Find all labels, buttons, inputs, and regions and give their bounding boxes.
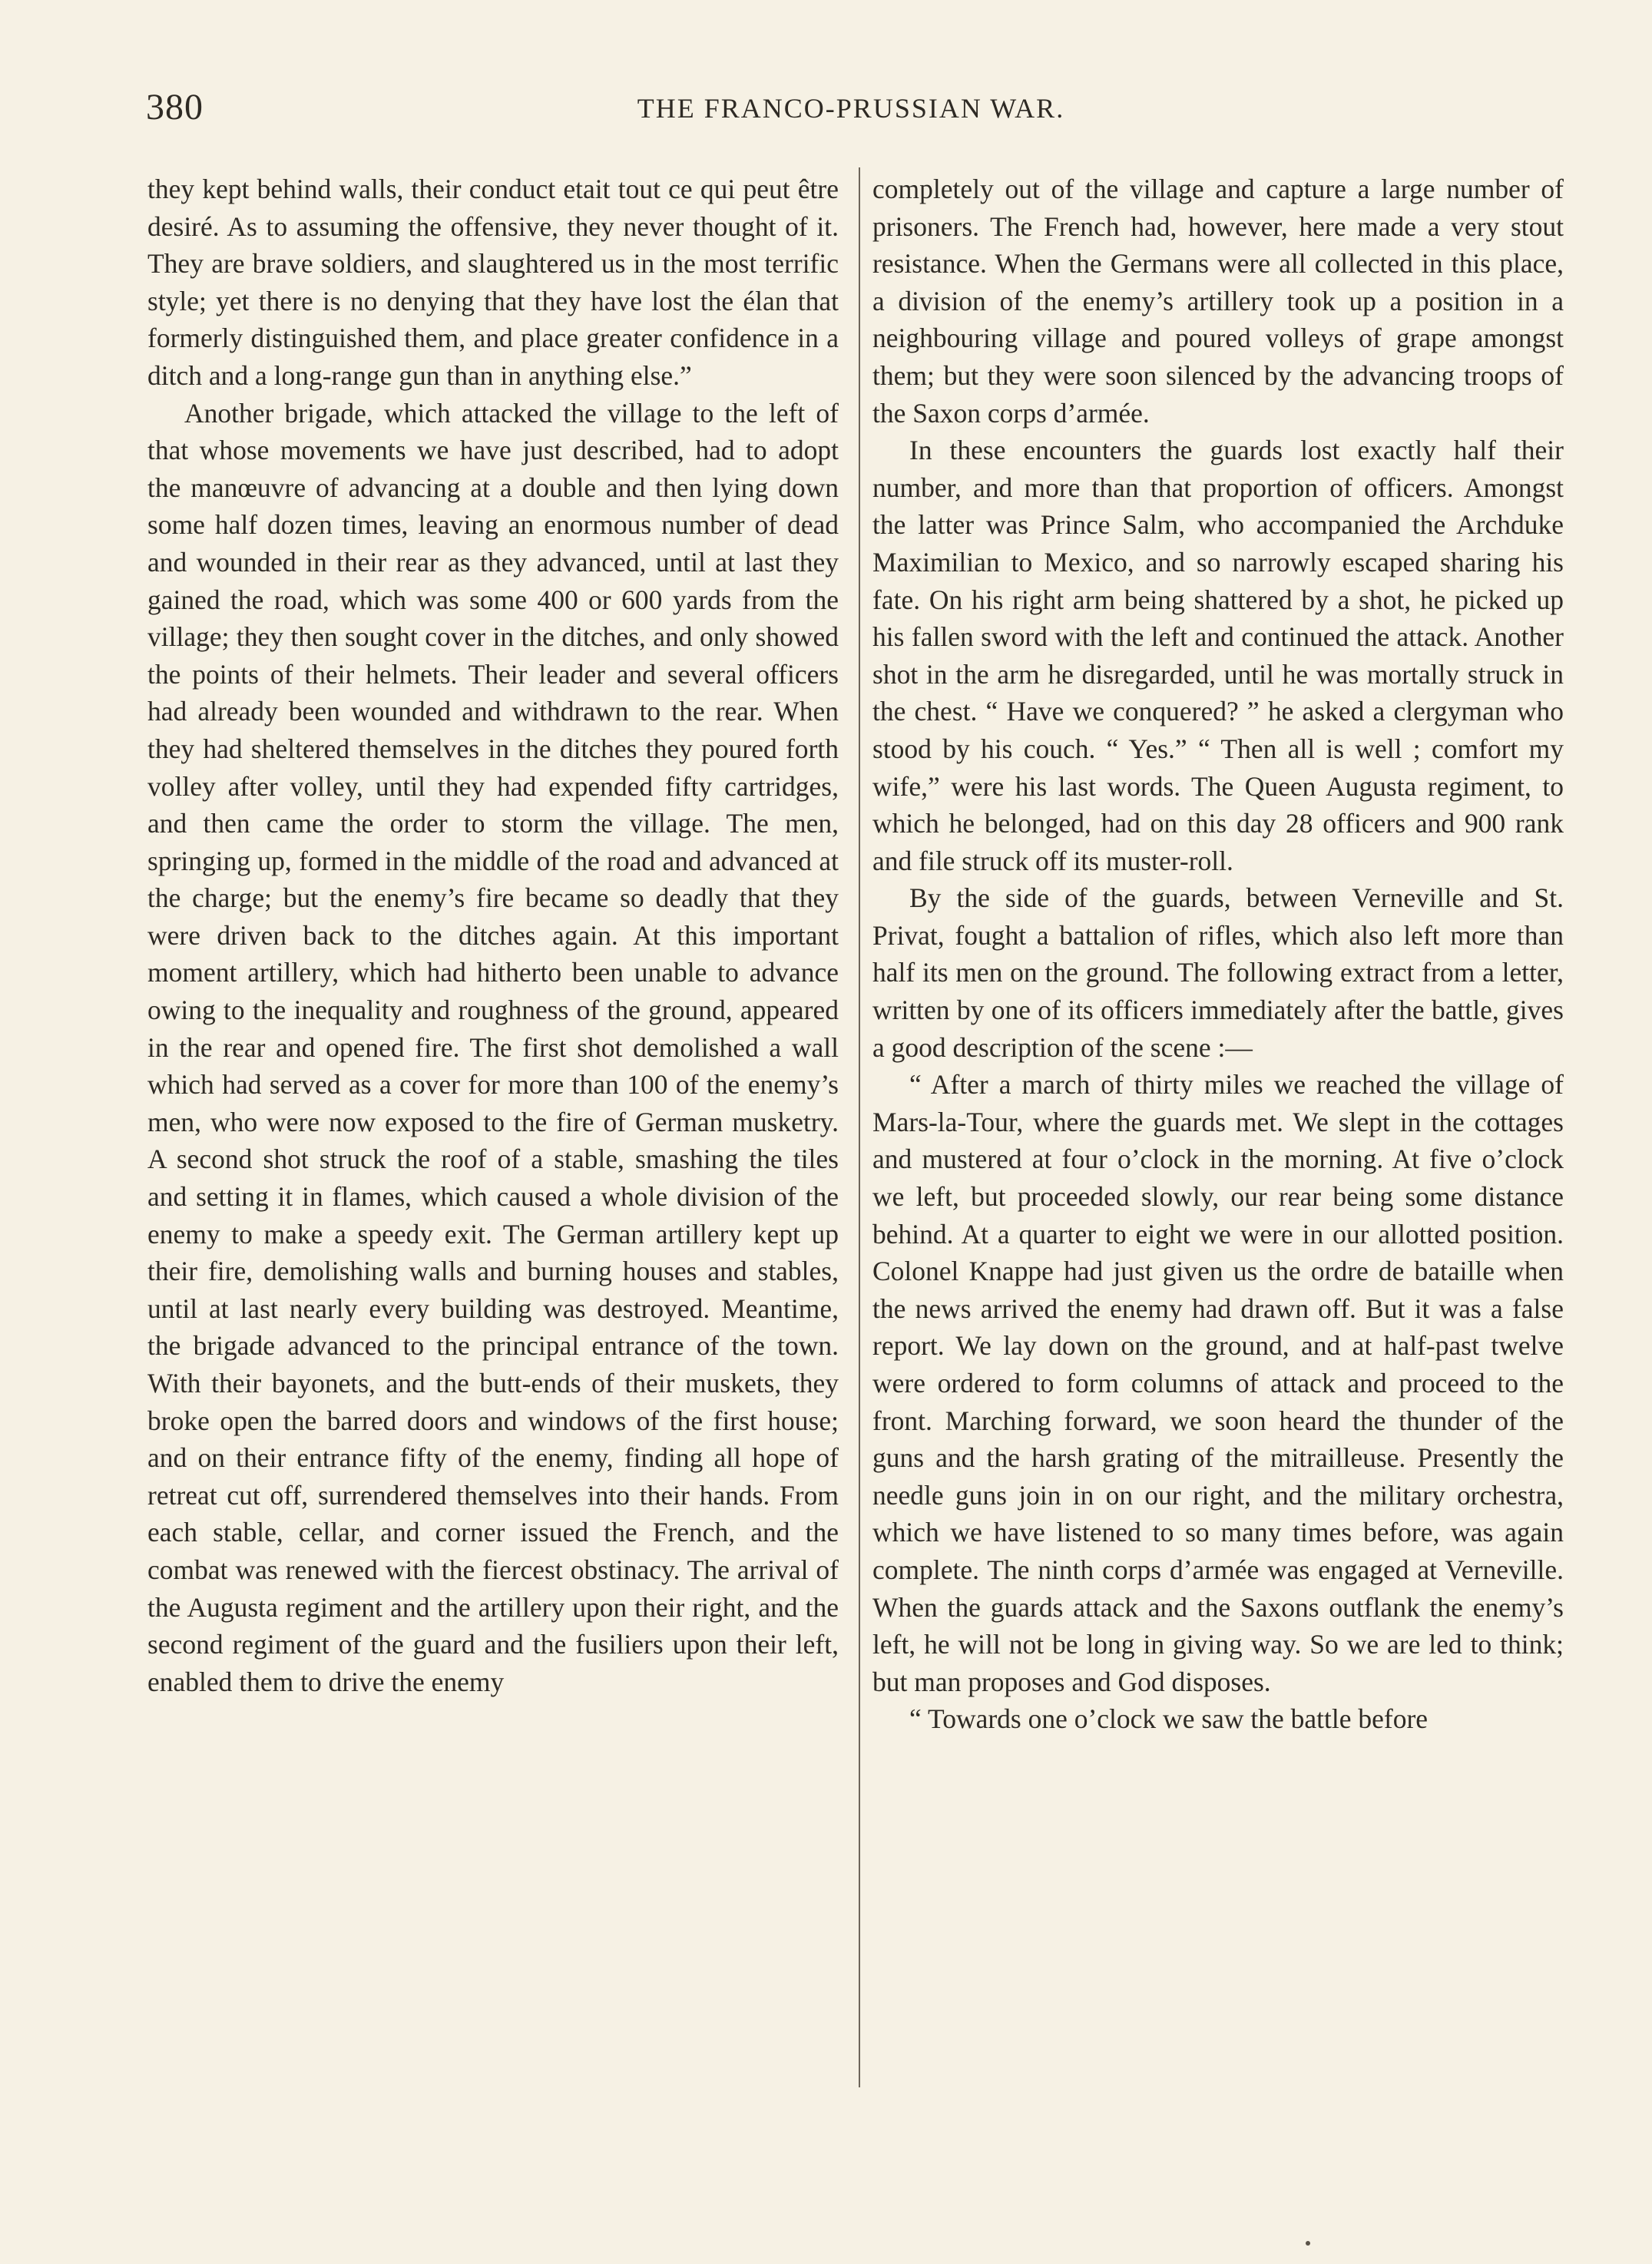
paragraph: By the side of the guards, between Verneville and St. Privat, fought a battalion of rifles, which also left more than half its men on the ground. The following extract from a letter, written by one of its officers immediately after the battle, gives a good description of the scene :— xyxy=(872,882,1564,1063)
print-mark xyxy=(1306,2241,1310,2246)
paragraph: In these encounters the guards lost exactly half their number, and more than that proportion of officers. Amongst the latter was Prince Salm, who accompanied the Archduke Maximilian to Mexico, and so narrowly escaped sharing his fate. On his right arm being shattered by a shot, he picked up his fallen sword with the left and continued the attack. Another shot in the arm he disregarded, until he was mortally struck in the chest. “ Have we conquered? ” he asked a clergyman who stood by his couch. “ Yes.” “ Then all is well ; comfort my wife,” were his last words. The Queen Augusta regiment, to which he belonged, had on this day 28 officers and 900 rank and file struck off its muster-roll. xyxy=(872,435,1564,876)
paragraph: they kept behind walls, their conduct etait tout ce qui peut être desiré. As to assuming the offensive, they never thought of it. They are brave soldiers, and slaughtered us in the most terrific style; yet there is no denying that they have lost the élan that formerly distinguished them, and place greater confidence in a ditch and a long-range gun than in anything else.” xyxy=(147,174,839,391)
right-column xyxy=(872,170,1564,1738)
page-header xyxy=(146,86,1556,140)
column-divider xyxy=(859,167,860,2087)
paragraph: “ Towards one o’clock we saw the battle before xyxy=(909,1703,1429,1735)
running-title: THE FRANCO-PRUSSIAN WAR. xyxy=(637,93,1065,124)
paragraph: completely out of the village and capture a large number of prisoners. The French had, however, here made a very stout resistance. When the Germans were all collected in this place, a division of the enemy’s artillery took up a position in a neighbouring village and poured volleys of grape amongst them; but they were soon silenced by the advancing troops of the Saxon corps d’armée. xyxy=(872,174,1564,429)
paragraph: Another brigade, which attacked the village to the left of that whose movements we have just described, had to adopt the manœuvre of advancing at a double and then lying down some half dozen times, leaving an enormous number of dead and wounded in their rear as they advanced, until at last they gained the road, which was some 400 or 600 yards from the village; they then sought cover in the ditches, and only showed the points of their helmets. Their leader and several officers had already been wounded and withdrawn to the rear. When they had sheltered themselves in the ditches they poured forth volley after volley, until they had expended fifty cartridges, and then came the order to storm the village. The men, springing up, formed in the middle of the road and advanced at the charge; but the enemy’s fire became so deadly that they were driven back to the ditches again. At this important moment artillery, which had hitherto been unable to advance owing to the inequality and roughness of the ground, appeared in the rear and opened fire. The first shot demolished a wall which had served as a cover for more than 100 of the enemy’s men, who were now exposed to the fire of German musketry. A second shot struck the roof of a stable, smashing the tiles and setting it in flames, which caused a whole division of the enemy to make a speedy exit. The German artillery kept up their fire, demolishing walls and burning houses and stables, until at last nearly every building was destroyed. Meantime, the brigade advanced to the principal entrance of the town. With their bayonets, and the butt-ends of their muskets, they broke open the barred doors and windows of the first house; and on their entrance fifty of the enemy, finding all hope of retreat cut off, surrendered themselves into their hands. From each stable, cellar, and corner issued the French, and the combat was renewed with the fiercest obstinacy. The arrival of the Augusta regiment and the artillery upon their right, and the second regiment of the guard and the fusiliers upon their left, enabled them to drive the enemy xyxy=(147,397,839,1697)
paragraph: “ After a march of thirty miles we reached the village of Mars-la-Tour, where the guards met. We slept in the cottages and mustered at four o’clock in the morning. At five o’clock we left, but proceeded slowly, our rear being some distance behind. At a quarter to eight we were in our allotted position. Colonel Knappe had just given us the ordre de bataille when the news arrived the enemy had drawn off. But it was a false report. We lay down on the ground, and at half-past twelve were ordered to form columns of attack and proceed to the front. Marching forward, we soon heard the thunder of the guns and the harsh grating of the mitrailleuse. Presently the needle guns join in on our right, and the military orchestra, which we have listened to so many times before, was again complete. The ninth corps d’armée was engaged at Verneville. When the guards attack and the Saxons outflank the enemy’s left, he will not be long in giving way. So we are led to think; but man proposes and God disposes. xyxy=(872,1069,1564,1697)
left-column xyxy=(147,170,839,1700)
page-number: 380 xyxy=(146,87,204,127)
